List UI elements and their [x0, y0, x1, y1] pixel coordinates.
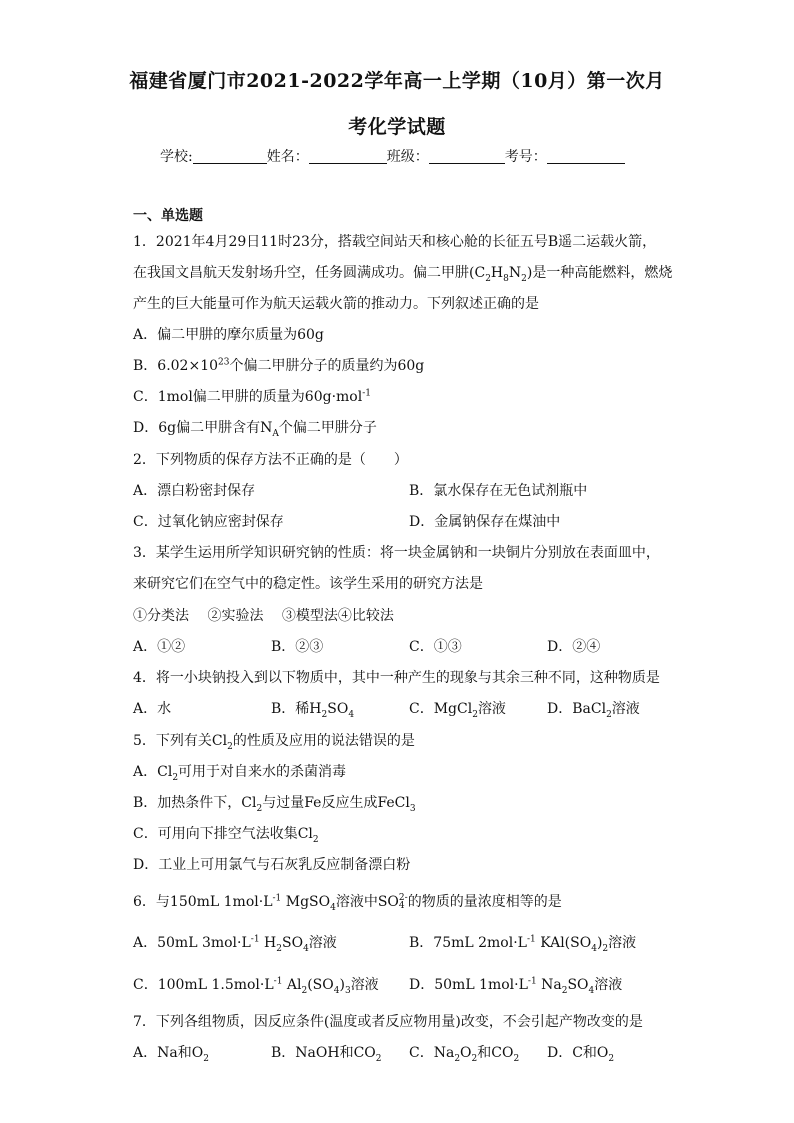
q1-stem-line2: 在我国文昌航天发射场升空，任务圆满成功。偏二甲肼$(C_2H_8N_2)$是一种高能燃料，燃烧 — [133, 265, 673, 284]
q5-option-c[interactable]: C．可用向下排空气法收集$Cl_2$ — [133, 826, 319, 845]
q6-option-b[interactable]: B．75mL $2mol\cdot L^{-1}$ $KAl(SO_4)_2$溶液 — [409, 934, 637, 954]
section-heading: 一、单选题 — [133, 208, 203, 224]
q3-stem-line2: 来研究它们在空气中的稳定性。该学生采用的研究方法是 — [133, 576, 483, 592]
q1-option-d[interactable]: D．6g偏二甲肼含有$N_A$个偏二甲肼分子 — [133, 420, 377, 439]
q3-option-a[interactable]: A．①② — [133, 639, 186, 655]
q6-option-d[interactable]: D．50mL $1mol\cdot L^{-1}$ $Na_2SO_4$溶液 — [409, 976, 623, 996]
q3-option-d[interactable]: D．②④ — [547, 639, 601, 655]
q3-stem-line1: 3．某学生运用所学知识研究钠的性质：将一块金属钠和一块铜片分别放在表面皿中， — [133, 545, 660, 561]
q4-option-c[interactable]: C．MgCl$_2$溶液 — [409, 701, 506, 720]
q2-option-b[interactable]: B．氯水保存在无色试剂瓶中 — [409, 483, 588, 499]
exam-title-line1: 福建省厦门市2021-2022学年高一上学期（10月）第一次月 — [129, 70, 665, 92]
q5-option-d[interactable]: D．工业上可用氯气与石灰乳反应制备漂白粉 — [133, 857, 411, 873]
q2-option-d[interactable]: D．金属钠保存在煤油中 — [409, 514, 561, 530]
q2-option-a[interactable]: A．漂白粉密封保存 — [133, 483, 256, 499]
q3-methods: ①分类法 ②实验法 ③模型法④比较法 — [133, 608, 394, 624]
q6-stem: 6．与150mL $1mol\cdot L^{-1}$ MgSO$_4$溶液中SO 2- 4 的物质的量浓度相等的是 — [133, 893, 562, 913]
q7-option-d[interactable]: D．C和$O_2$ — [547, 1045, 615, 1064]
name-field[interactable] — [309, 149, 387, 164]
q1-option-b[interactable]: B．$6.02\times 10^{23}$个偏二甲肼分子的质量约为60g — [133, 357, 425, 374]
q1-stem-line3: 产生的巨大能量可作为航天运载火箭的推动力。下列叙述正确的是 — [133, 296, 539, 312]
exam-no-field[interactable] — [547, 149, 625, 164]
school-field[interactable] — [193, 149, 267, 164]
q1-stem-line1: 1．2021年4月29日11时23分，搭载空间站天和核心舱的长征五号B遥二运载火箭， — [133, 234, 657, 250]
q4-stem: 4．将一小块钠投入到以下物质中，其中一种产生的现象与其余三种不同，这种物质是 — [133, 670, 660, 686]
q4-option-a[interactable]: A．水 — [133, 701, 172, 717]
class-field[interactable] — [429, 149, 505, 164]
q2-stem: 2．下列物质的保存方法不正确的是（ ） — [133, 452, 408, 468]
q4-option-b[interactable]: B．稀$H_2SO_4$ — [271, 701, 355, 720]
student-info-row — [160, 146, 625, 166]
exam-title-line2: 考化学试题 — [348, 116, 446, 138]
q6-option-a[interactable]: A．50mL $3mol\cdot L^{-1}$ $H_2SO_4$溶液 — [133, 934, 337, 954]
q7-option-b[interactable]: B．NaOH和$CO_2$ — [271, 1045, 382, 1064]
q2-option-c[interactable]: C．过氧化钠应密封保存 — [133, 514, 284, 530]
q4-option-d[interactable]: D．BaCl$_2$溶液 — [547, 701, 640, 720]
school-label: 学校: — [160, 149, 193, 165]
q6-option-c[interactable]: C．100mL $1.5mol\cdot L^{-1}$ $Al_2(SO_4)_3$溶液 — [133, 976, 379, 996]
q5-option-a[interactable]: A．$Cl_2$可用于对自来水的杀菌消毒 — [133, 764, 347, 783]
q7-stem: 7．下列各组物质，因反应条件(温度或者反应物用量)改变，不会引起产物改变的是 — [133, 1014, 643, 1030]
exam-no-label: 考号： — [504, 149, 547, 165]
q3-option-c[interactable]: C．①③ — [409, 639, 462, 655]
q7-option-c[interactable]: C．$Na_2O_2$和$CO_2$ — [409, 1045, 520, 1064]
q5-option-b[interactable]: B．加热条件下，$Cl_2$与过量Fe反应生成FeCl$_3$ — [133, 795, 416, 814]
class-label: 班级： — [386, 149, 429, 165]
q1-option-a[interactable]: A．偏二甲肼的摩尔质量为60g — [133, 327, 324, 343]
q3-option-b[interactable]: B．②③ — [271, 639, 324, 655]
q1-option-c[interactable]: C．1mol偏二甲肼的质量为60g·mol$^{-1}$ — [133, 388, 371, 405]
q5-stem: 5．下列有关$Cl_2$的性质及应用的说法错误的是 — [133, 733, 415, 752]
q7-option-a[interactable]: A．Na和$O_2$ — [133, 1045, 209, 1064]
name-label: 姓名： — [266, 149, 309, 165]
